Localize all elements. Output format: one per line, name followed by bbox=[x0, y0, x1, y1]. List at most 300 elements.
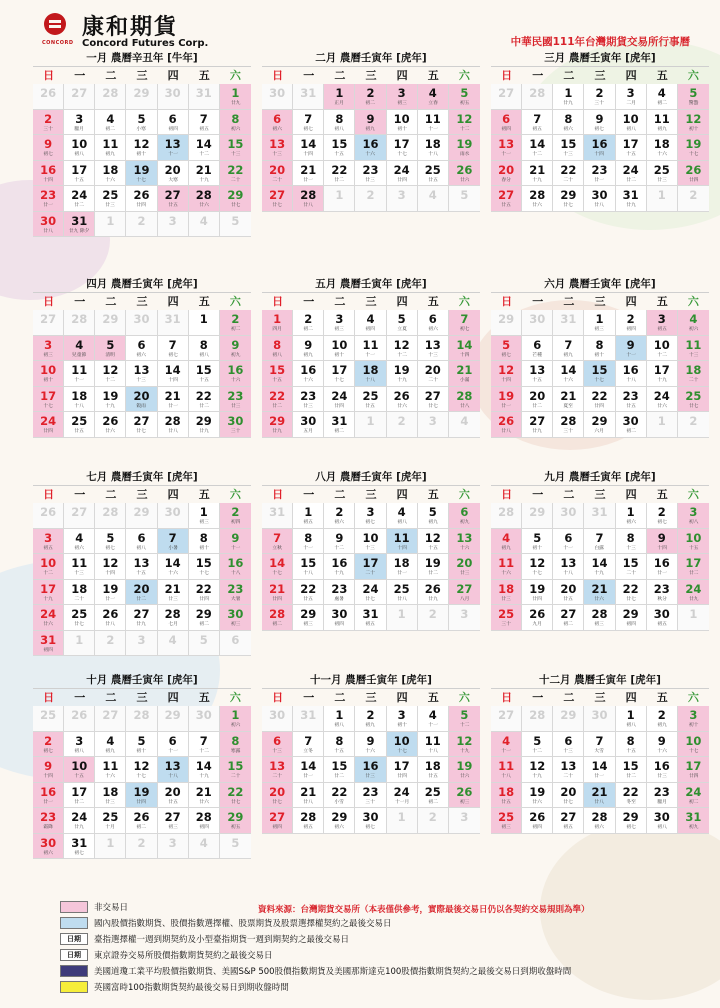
day-cell bbox=[220, 605, 251, 631]
weekday-label: 四 bbox=[387, 67, 418, 85]
lunar-date: 十二 bbox=[43, 570, 53, 576]
day-cell bbox=[418, 336, 449, 362]
lunar-date: 十四 bbox=[657, 544, 667, 551]
day-number: 29 bbox=[560, 708, 577, 722]
adjacent-month-day bbox=[95, 212, 126, 238]
adjacent-month-day bbox=[355, 186, 386, 212]
weekday-label: 日 bbox=[33, 689, 64, 707]
day-number: 16 bbox=[227, 556, 244, 570]
day-number: 13 bbox=[164, 137, 181, 151]
day-number: 26 bbox=[685, 162, 702, 177]
lunar-date: 十六 bbox=[105, 176, 116, 183]
day-number: 17 bbox=[71, 162, 88, 177]
lunar-date: 初三 bbox=[199, 519, 209, 525]
lunar-date: 廿四 bbox=[396, 176, 407, 183]
lunar-date: 廿九 bbox=[428, 595, 438, 602]
weekday-label: 四 bbox=[387, 486, 418, 504]
day-cell bbox=[33, 529, 64, 555]
day-number: 7 bbox=[168, 337, 177, 352]
lunar-date: 十八 bbox=[625, 377, 636, 383]
day-cell bbox=[158, 135, 189, 161]
day-number: 16 bbox=[40, 162, 57, 177]
legend-swatch bbox=[60, 981, 88, 993]
weekday-label: 二 bbox=[553, 67, 584, 85]
day-number: 16 bbox=[653, 556, 670, 570]
day-cell bbox=[126, 757, 157, 783]
day-number: 10 bbox=[393, 111, 410, 126]
adjacent-month-day bbox=[33, 706, 64, 732]
lunar-date: 廿一 bbox=[105, 595, 116, 602]
day-number: 24 bbox=[685, 581, 702, 596]
day-number: 2 bbox=[366, 86, 375, 100]
adjacent-month-day bbox=[33, 503, 64, 529]
day-number: 8 bbox=[231, 111, 240, 126]
lunar-date: 廿二 bbox=[136, 595, 147, 602]
day-number: 2 bbox=[106, 632, 115, 647]
lunar-date: 大暑 bbox=[230, 595, 241, 602]
day-cell bbox=[95, 580, 126, 606]
day-cell bbox=[293, 336, 324, 362]
lunar-date: 大雪 bbox=[594, 747, 605, 754]
adjacent-month-day bbox=[324, 186, 355, 212]
day-cell bbox=[158, 361, 189, 387]
day-number: 1 bbox=[304, 505, 313, 519]
lunar-date: 十七 bbox=[532, 570, 542, 576]
weekday-label: 日 bbox=[33, 293, 64, 311]
day-cell bbox=[584, 387, 615, 413]
lunar-date: 廿二 bbox=[272, 402, 282, 409]
day-number: 15 bbox=[331, 759, 348, 773]
day-number: 22 bbox=[227, 162, 244, 177]
adjacent-month-day bbox=[158, 503, 189, 529]
day-cell bbox=[678, 706, 709, 732]
lunar-date: 初八 bbox=[657, 824, 667, 830]
lunar-date: 廿二 bbox=[199, 402, 209, 409]
day-cell bbox=[220, 783, 251, 809]
lunar-date: 十一 bbox=[428, 722, 438, 728]
lunar-date: 十七 bbox=[396, 747, 407, 754]
day-number: 28 bbox=[300, 810, 317, 824]
day-cell bbox=[355, 387, 386, 413]
day-grid bbox=[262, 84, 480, 212]
lunar-date: 初十 bbox=[688, 125, 699, 132]
lunar-date: 十一 bbox=[563, 544, 574, 551]
day-number: 17 bbox=[331, 363, 348, 377]
day-cell bbox=[158, 783, 189, 809]
day-number: 21 bbox=[195, 162, 212, 177]
lunar-date: 十五 bbox=[136, 570, 147, 576]
day-cell bbox=[418, 732, 449, 758]
day-cell bbox=[387, 361, 418, 387]
day-number: 25 bbox=[102, 188, 119, 202]
lunar-date: 臘月 bbox=[74, 125, 84, 132]
day-number: 3 bbox=[397, 188, 406, 202]
lunar-date: 二十 bbox=[230, 773, 241, 779]
day-cell bbox=[95, 412, 126, 438]
adjacent-month-day bbox=[64, 310, 95, 336]
adjacent-month-day bbox=[387, 808, 418, 834]
weekday-label: 五 bbox=[189, 486, 220, 504]
adjacent-month-day bbox=[522, 84, 553, 110]
day-number: 15 bbox=[195, 556, 212, 570]
day-number: 20 bbox=[560, 581, 577, 596]
lunar-date: 十九 bbox=[396, 377, 407, 383]
lunar-date: 初九 bbox=[501, 544, 511, 551]
day-cell bbox=[220, 387, 251, 413]
day-cell bbox=[293, 310, 324, 336]
lunar-date: 廿七 bbox=[272, 798, 282, 805]
day-number: 24 bbox=[40, 607, 57, 621]
day-number: 2 bbox=[626, 312, 635, 326]
lunar-date: 十六 bbox=[365, 151, 376, 157]
lunar-date: 廿一 bbox=[43, 202, 53, 208]
day-cell bbox=[553, 186, 584, 212]
lunar-date: 十一 bbox=[167, 151, 178, 157]
day-number: 24 bbox=[393, 162, 410, 177]
day-number: 29 bbox=[498, 312, 515, 326]
day-cell bbox=[262, 783, 293, 809]
day-cell bbox=[64, 554, 95, 580]
day-number: 3 bbox=[689, 708, 698, 722]
day-number: 18 bbox=[498, 581, 515, 596]
lunar-date: 十一 bbox=[167, 747, 178, 754]
day-cell bbox=[355, 554, 386, 580]
day-cell bbox=[293, 757, 324, 783]
lunar-date: 芒種 bbox=[532, 351, 542, 358]
weekday-label: 四 bbox=[158, 689, 189, 707]
lunar-date: 初十 bbox=[532, 544, 542, 551]
lunar-date: 初九 bbox=[428, 519, 438, 525]
lunar-date: 二十 bbox=[625, 570, 636, 576]
day-number: 14 bbox=[164, 556, 181, 570]
lunar-date: 初六 bbox=[594, 824, 605, 830]
lunar-date: 十九 bbox=[199, 773, 209, 779]
day-cell bbox=[553, 808, 584, 834]
lunar-date: 十三 bbox=[272, 151, 282, 157]
lunar-date: 十九 bbox=[532, 773, 542, 779]
day-cell bbox=[449, 387, 480, 413]
day-cell bbox=[95, 110, 126, 136]
day-cell bbox=[678, 580, 709, 606]
weekday-header bbox=[491, 689, 709, 706]
lunar-date: 廿四 bbox=[688, 773, 699, 779]
day-cell bbox=[95, 757, 126, 783]
lunar-date: 十五 bbox=[74, 176, 84, 183]
day-number: 1 bbox=[397, 607, 406, 621]
day-number: 17 bbox=[393, 137, 410, 151]
day-cell bbox=[64, 580, 95, 606]
day-number: 16 bbox=[362, 137, 379, 151]
day-cell bbox=[616, 529, 647, 555]
day-number: 27 bbox=[560, 810, 577, 824]
lunar-date: 二十 bbox=[230, 176, 241, 183]
month-calendar bbox=[262, 276, 480, 438]
day-cell bbox=[189, 554, 220, 580]
month-title: 四月 農曆壬寅年 [虎年] bbox=[33, 276, 251, 293]
day-cell bbox=[293, 605, 324, 631]
lunar-date: 廿六 bbox=[459, 773, 470, 779]
day-cell bbox=[355, 706, 386, 732]
lunar-date: 十七 bbox=[43, 402, 53, 409]
lunar-date: 初二 bbox=[563, 621, 574, 627]
day-number: 5 bbox=[533, 530, 542, 545]
lunar-date: 十二 bbox=[105, 377, 116, 383]
day-number: 1 bbox=[564, 86, 573, 100]
month-title: 十一月 農曆壬寅年 [虎年] bbox=[262, 672, 480, 689]
lunar-date: 十三 bbox=[625, 544, 636, 551]
day-number: 14 bbox=[164, 363, 181, 377]
day-number: 2 bbox=[428, 810, 437, 824]
day-number: 7 bbox=[199, 111, 208, 126]
lunar-date: 二十 bbox=[272, 773, 282, 779]
adjacent-month-day bbox=[491, 706, 522, 732]
day-number: 12 bbox=[424, 530, 441, 545]
day-number: 31 bbox=[591, 505, 608, 519]
day-number: 10 bbox=[362, 530, 379, 545]
day-cell bbox=[616, 135, 647, 161]
weekday-label: 六 bbox=[220, 67, 251, 85]
day-number: 15 bbox=[227, 759, 244, 773]
day-number: 11 bbox=[102, 759, 119, 773]
day-number: 6 bbox=[168, 111, 177, 126]
lunar-date: 廿六 bbox=[199, 202, 209, 208]
lunar-date: 初四 bbox=[501, 125, 511, 132]
day-number: 23 bbox=[40, 810, 57, 824]
lunar-date: 初八 bbox=[272, 351, 282, 358]
legend-item bbox=[60, 900, 128, 913]
lunar-date: 廿七 bbox=[272, 202, 282, 208]
lunar-date: 初十 bbox=[396, 125, 407, 132]
day-cell bbox=[293, 186, 324, 212]
weekday-label: 二 bbox=[324, 689, 355, 707]
weekday-label: 五 bbox=[418, 67, 449, 85]
day-cell bbox=[584, 186, 615, 212]
adjacent-month-day bbox=[449, 186, 480, 212]
day-number: 1 bbox=[626, 505, 635, 519]
lunar-date: 春分 bbox=[501, 176, 511, 183]
day-number: 29 bbox=[331, 810, 348, 824]
day-number: 1 bbox=[397, 810, 406, 824]
day-cell bbox=[616, 757, 647, 783]
day-cell bbox=[324, 554, 355, 580]
day-number: 1 bbox=[335, 86, 344, 100]
day-cell bbox=[262, 336, 293, 362]
day-number: 10 bbox=[71, 137, 88, 151]
day-number: 11 bbox=[424, 733, 441, 748]
lunar-date: 十四 bbox=[501, 377, 511, 383]
adjacent-month-day bbox=[678, 412, 709, 438]
lunar-date: 十四 bbox=[43, 773, 53, 779]
day-number: 19 bbox=[102, 581, 119, 596]
day-number: 29 bbox=[195, 414, 212, 428]
day-cell bbox=[491, 110, 522, 136]
lunar-date: 小暑 bbox=[167, 544, 178, 551]
day-number: 15 bbox=[331, 137, 348, 151]
day-cell bbox=[522, 387, 553, 413]
weekday-label: 二 bbox=[324, 293, 355, 311]
adjacent-month-day bbox=[220, 834, 251, 860]
lunar-date: 廿七 bbox=[230, 798, 241, 805]
lunar-date: 廿四 bbox=[136, 202, 147, 208]
day-cell bbox=[324, 161, 355, 187]
lunar-date: 十八 bbox=[501, 773, 511, 779]
weekday-label: 二 bbox=[95, 67, 126, 85]
lunar-date: 廿六 bbox=[532, 798, 542, 805]
day-number: 28 bbox=[560, 414, 577, 428]
lunar-date: 十四 bbox=[396, 544, 407, 551]
day-cell bbox=[647, 529, 678, 555]
day-number: 30 bbox=[591, 188, 608, 202]
day-cell bbox=[95, 529, 126, 555]
adjacent-month-day bbox=[126, 84, 157, 110]
day-grid bbox=[262, 310, 480, 438]
day-cell bbox=[126, 135, 157, 161]
lunar-date: 初九 bbox=[105, 151, 116, 157]
lunar-date: 初二 bbox=[365, 100, 376, 106]
day-number: 11 bbox=[362, 337, 379, 352]
day-number: 8 bbox=[595, 337, 604, 352]
day-cell bbox=[293, 361, 324, 387]
day-number: 4 bbox=[502, 733, 511, 748]
adjacent-month-day bbox=[387, 605, 418, 631]
day-cell bbox=[324, 605, 355, 631]
day-number: 27 bbox=[40, 312, 57, 326]
day-cell bbox=[491, 529, 522, 555]
day-cell bbox=[418, 580, 449, 606]
lunar-date: 十二 bbox=[199, 747, 209, 754]
lunar-date: 初八 bbox=[625, 722, 636, 728]
day-number: 29 bbox=[591, 414, 608, 428]
day-number: 27 bbox=[133, 414, 150, 428]
weekday-label: 三 bbox=[584, 689, 615, 707]
lunar-date: 立春 bbox=[428, 100, 438, 106]
weekday-label: 六 bbox=[678, 689, 709, 707]
day-number: 7 bbox=[595, 530, 604, 545]
day-cell bbox=[584, 84, 615, 110]
day-cell bbox=[126, 732, 157, 758]
day-number: 5 bbox=[689, 86, 698, 100]
lunar-date: 廿四 bbox=[334, 402, 345, 409]
day-number: 20 bbox=[560, 784, 577, 799]
day-number: 9 bbox=[595, 111, 604, 126]
adjacent-month-day bbox=[262, 706, 293, 732]
day-number: 4 bbox=[106, 111, 115, 126]
day-number: 26 bbox=[424, 581, 441, 596]
day-number: 29 bbox=[102, 312, 119, 326]
weekday-label: 五 bbox=[647, 486, 678, 504]
day-number: 21 bbox=[164, 388, 181, 403]
day-cell bbox=[553, 732, 584, 758]
weekday-label: 三 bbox=[126, 67, 157, 85]
adjacent-month-day bbox=[449, 605, 480, 631]
adjacent-month-day bbox=[64, 631, 95, 657]
day-number: 1 bbox=[366, 414, 375, 428]
day-number: 16 bbox=[362, 759, 379, 773]
legend-label: 英國富時100指數期貨契約最後交易日到期收盤時間 bbox=[94, 982, 289, 993]
lunar-date: 初十 bbox=[136, 151, 147, 157]
day-cell bbox=[387, 503, 418, 529]
day-number: 7 bbox=[304, 111, 313, 126]
day-cell bbox=[64, 732, 95, 758]
day-number: 26 bbox=[529, 810, 546, 824]
day-number: 15 bbox=[300, 556, 317, 570]
day-number: 2 bbox=[397, 414, 406, 428]
lunar-date: 初八 bbox=[199, 351, 209, 358]
day-cell bbox=[449, 84, 480, 110]
day-cell bbox=[584, 361, 615, 387]
day-cell bbox=[647, 757, 678, 783]
day-cell bbox=[95, 732, 126, 758]
month-title: 七月 農曆壬寅年 [虎年] bbox=[33, 469, 251, 486]
day-cell bbox=[262, 186, 293, 212]
day-number: 26 bbox=[40, 505, 57, 519]
day-number: 8 bbox=[564, 111, 573, 126]
day-cell bbox=[158, 732, 189, 758]
day-cell bbox=[293, 135, 324, 161]
day-cell bbox=[678, 310, 709, 336]
lunar-date: 臘月 bbox=[657, 798, 667, 805]
day-number: 23 bbox=[40, 188, 57, 202]
weekday-label: 六 bbox=[678, 293, 709, 311]
lunar-date: 冬至 bbox=[625, 798, 636, 805]
lunar-date: 廿八 bbox=[303, 798, 313, 805]
day-number: 20 bbox=[269, 784, 286, 799]
day-cell bbox=[293, 110, 324, 136]
day-cell bbox=[418, 783, 449, 809]
day-number: 1 bbox=[335, 188, 344, 202]
day-number: 2 bbox=[231, 312, 240, 326]
day-number: 5 bbox=[106, 530, 115, 545]
day-number: 18 bbox=[393, 556, 410, 570]
lunar-date: 廿五 bbox=[365, 402, 376, 409]
day-number: 20 bbox=[456, 556, 473, 570]
day-cell bbox=[584, 310, 615, 336]
lunar-date: 初三 bbox=[303, 621, 313, 627]
day-number: 28 bbox=[164, 414, 181, 428]
lunar-date: 初八 bbox=[74, 151, 84, 157]
day-number: 30 bbox=[653, 607, 670, 621]
day-cell bbox=[522, 732, 553, 758]
day-cell bbox=[418, 387, 449, 413]
day-cell bbox=[189, 412, 220, 438]
day-number: 19 bbox=[529, 581, 546, 596]
day-number: 12 bbox=[102, 363, 119, 377]
lunar-date: 十九 bbox=[459, 747, 470, 754]
weekday-label: 三 bbox=[126, 689, 157, 707]
day-number: 25 bbox=[393, 581, 410, 596]
day-cell bbox=[33, 834, 64, 860]
day-cell bbox=[491, 554, 522, 580]
day-cell bbox=[553, 161, 584, 187]
day-cell bbox=[220, 161, 251, 187]
day-number: 2 bbox=[44, 111, 53, 126]
lunar-date: 十五 bbox=[334, 151, 345, 157]
day-number: 24 bbox=[40, 414, 57, 428]
lunar-date: 十七 bbox=[334, 377, 345, 383]
day-number: 4 bbox=[75, 337, 84, 352]
day-number: 13 bbox=[164, 759, 181, 773]
company-logo bbox=[42, 12, 242, 52]
adjacent-month-day bbox=[418, 808, 449, 834]
lunar-date: 二十 bbox=[272, 176, 282, 183]
day-cell bbox=[387, 110, 418, 136]
day-number: 27 bbox=[164, 810, 181, 824]
day-number: 29 bbox=[133, 505, 150, 519]
day-cell bbox=[647, 310, 678, 336]
day-number: 2 bbox=[595, 86, 604, 100]
page-header bbox=[0, 8, 720, 48]
lunar-date: 十一 bbox=[625, 351, 636, 358]
